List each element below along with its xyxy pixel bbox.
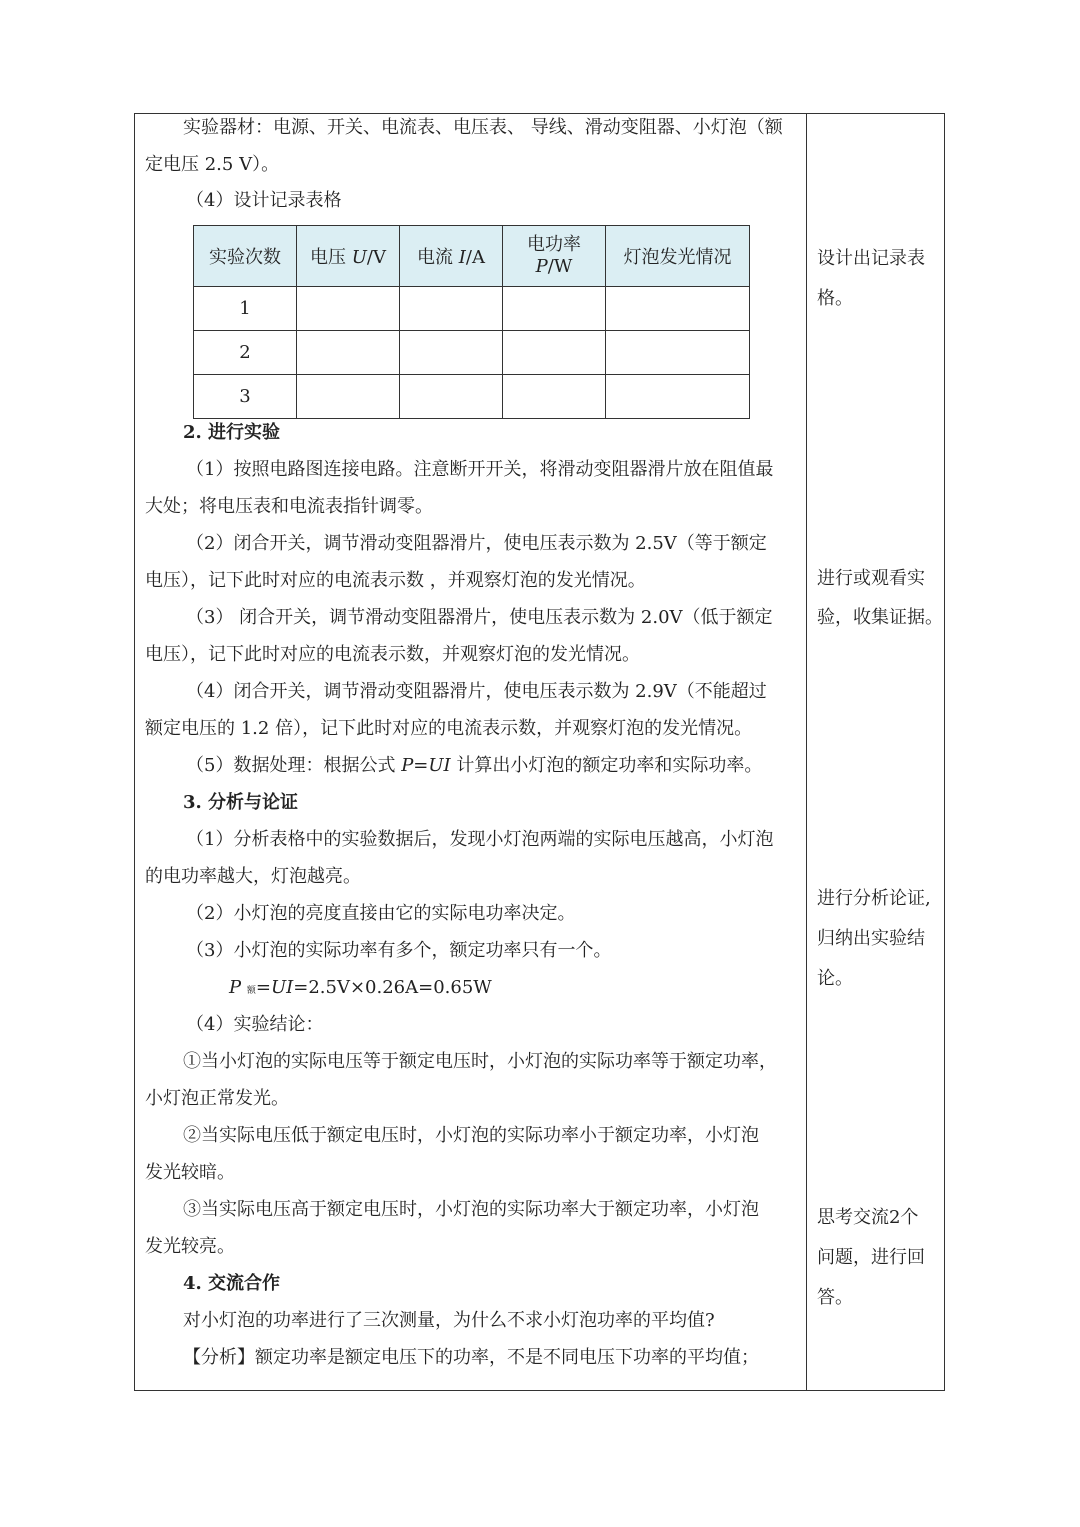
s2-p2-line-1: （2）闭合开关，调节滑动变阻器滑片，使电压表示数为 2.5V（等于额定 (186, 533, 767, 554)
table-cell (503, 331, 606, 375)
table-cell (606, 331, 750, 375)
table-cell (297, 375, 400, 419)
table-cell (503, 375, 606, 419)
table-cell (400, 287, 503, 331)
side-note-3-line-1: 进行分析论证, (817, 888, 931, 909)
header-brightness: 灯泡发光情况 (606, 226, 750, 287)
table-cell (297, 287, 400, 331)
s4-analysis: 【分析】额定功率是额定电压下的功率，不是不同电压下功率的平均值； (183, 1347, 759, 1368)
side-note-3-line-2: 归纳出实验结 (817, 928, 925, 949)
table-cell (503, 287, 606, 331)
s3-p3: （3）小灯泡的实际功率有多个，额定功率只有一个。 (186, 940, 612, 961)
s3-p1-line-2: 的电功率越大，灯泡越亮。 (145, 866, 361, 887)
s4-question: 对小灯泡的功率进行了三次测量，为什么不求小灯泡功率的平均值? (183, 1310, 715, 1331)
s2-p5: （5）数据处理：根据公式 P=UI 计算出小灯泡的额定功率和实际功率。 (186, 755, 763, 776)
side-note-1-line-1: 设计出记录表 (817, 248, 925, 269)
record-table-header-row (194, 226, 750, 287)
side-note-2-line-2: 验，收集证据。 (817, 607, 943, 628)
table-cell (606, 375, 750, 419)
table-cell (297, 331, 400, 375)
materials-line-2: 定电压 2.5 V）。 (145, 154, 280, 175)
table-row (194, 287, 750, 331)
s3-p4: （4）实验结论： (186, 1014, 324, 1035)
s2-p1-line-1: （1）按照电路图连接电路。注意断开开关，将滑动变阻器滑片放在阻值最 (186, 459, 774, 480)
materials-line-1: 实验器材：电源、开关、电流表、电压表、 导线、滑动变阻器、小灯泡（额 (183, 117, 783, 138)
header-power: 电功率 P/W (503, 226, 606, 287)
formula: P=UI (401, 755, 451, 776)
table-cell (400, 331, 503, 375)
rated-power-calculation: P 额=UI=2.5V×0.26A=0.65W (229, 977, 492, 998)
side-note-1-line-2: 格。 (817, 288, 853, 309)
section-3-heading: 3. 分析与论证 (183, 792, 299, 813)
side-note-2-line-1: 进行或观看实 (817, 568, 925, 589)
conclusion-2-line-2: 发光较暗。 (145, 1162, 235, 1183)
row-number: 2 (194, 331, 297, 375)
s2-p4-line-1: （4）闭合开关，调节滑动变阻器滑片，使电压表示数为 2.9V（不能超过 (186, 681, 767, 702)
conclusion-1-line-2: 小灯泡正常发光。 (145, 1088, 289, 1109)
conclusion-2-line-1: ②当实际电压低于额定电压时，小灯泡的实际功率小于额定功率，小灯泡 (183, 1125, 759, 1146)
side-note-4-line-1: 思考交流2个 (817, 1207, 919, 1228)
record-table (193, 225, 750, 419)
side-note-4-line-3: 答。 (817, 1287, 853, 1308)
section-2-heading: 2. 进行实验 (183, 422, 281, 443)
header-voltage: 电压 U/V (297, 226, 400, 287)
row-number: 3 (194, 375, 297, 419)
conclusion-3-line-1: ③当实际电压高于额定电压时，小灯泡的实际功率大于额定功率，小灯泡 (183, 1199, 759, 1220)
s3-p1-line-1: （1）分析表格中的实验数据后，发现小灯泡两端的实际电压越高，小灯泡 (186, 829, 774, 850)
table-row (194, 331, 750, 375)
table-cell (606, 287, 750, 331)
s2-p3-line-1: （3） 闭合开关，调节滑动变阻器滑片，使电压表示数为 2.0V（低于额定 (186, 607, 773, 628)
side-note-3-line-3: 论。 (817, 968, 853, 989)
s3-p2: （2）小灯泡的亮度直接由它的实际电功率决定。 (186, 903, 576, 924)
table-row (194, 375, 750, 419)
header-trial-count: 实验次数 (194, 226, 297, 287)
design-table-title: （4）设计记录表格 (186, 190, 342, 211)
row-number: 1 (194, 287, 297, 331)
header-current: 电流 I/A (400, 226, 503, 287)
side-note-4-line-2: 问题，进行回 (817, 1247, 925, 1268)
conclusion-3-line-2: 发光较亮。 (145, 1236, 235, 1257)
s2-p4-line-2: 额定电压的 1.2 倍），记下此时对应的电流表示数，并观察灯泡的发光情况。 (145, 718, 753, 739)
s2-p1-line-2: 大处；将电压表和电流表指针调零。 (145, 496, 433, 517)
s2-p3-line-2: 电压），记下此时对应的电流表示数，并观察灯泡的发光情况。 (145, 644, 640, 665)
table-cell (400, 375, 503, 419)
column-divider (806, 113, 807, 1391)
section-4-heading: 4. 交流合作 (183, 1273, 281, 1294)
s2-p2-line-2: 电压），记下此时对应的电流表示数 ，并观察灯泡的发光情况。 (145, 570, 646, 591)
conclusion-1-line-1: ①当小灯泡的实际电压等于额定电压时，小灯泡的实际功率等于额定功率， (183, 1051, 777, 1072)
